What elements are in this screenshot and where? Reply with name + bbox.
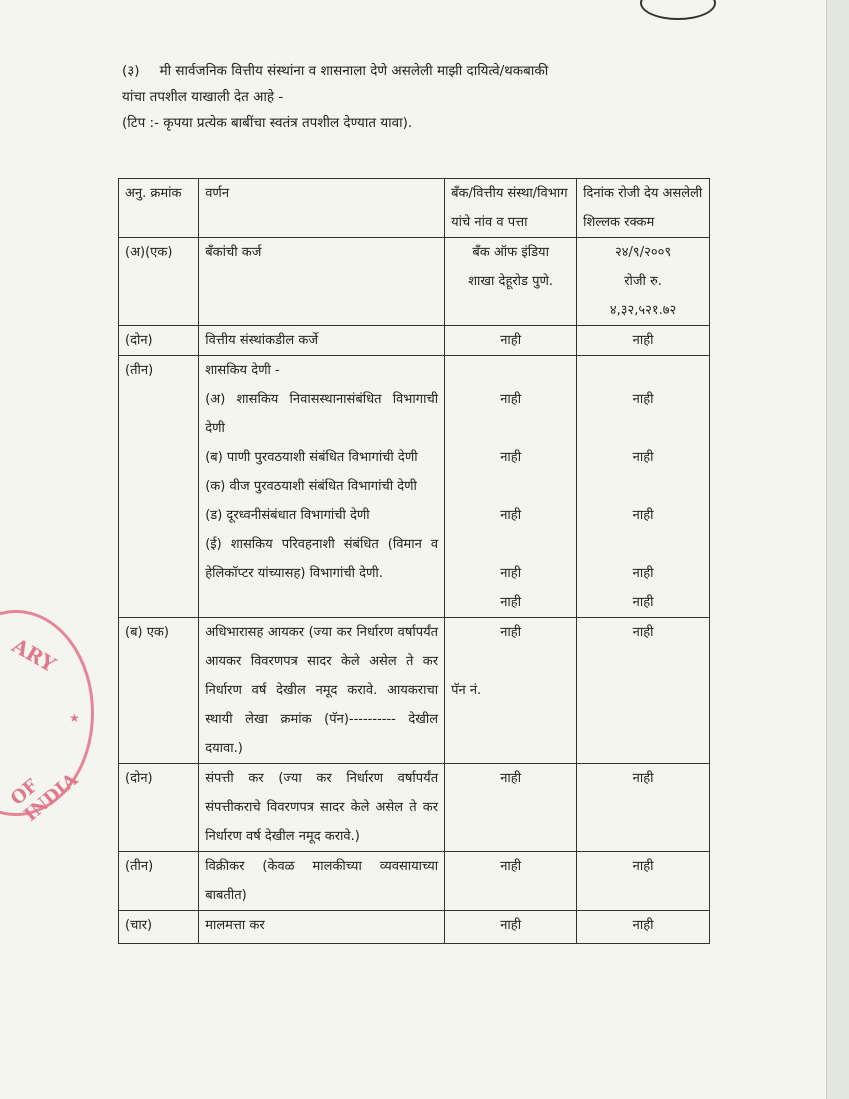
intro-note: (टिप :- कृपया प्रत्येक बाबींचा स्वतंत्र तपशील देण्यात यावा). (122, 115, 413, 131)
sub-item-a: (अ) शासकिय निवासस्थानासंबंधित विभागाची देणी (205, 392, 439, 436)
table-row (119, 911, 710, 944)
row-serial: (दोन) (119, 764, 199, 852)
row-description: विक्रीकर (केवळ मालकीच्या व्यवसायाच्या बाबतीत) (199, 852, 445, 911)
table-row (119, 356, 710, 618)
amount-label: रोजी रु. (624, 274, 662, 289)
row-bank: नाही (445, 326, 577, 356)
amount-value: ४,३२,५२१.७२ (609, 303, 677, 318)
intro-section (122, 58, 722, 136)
sub-item-b: (ब) पाणी पुरवठयाशी संबंधित विभागांची देणी (205, 450, 418, 465)
table-row (119, 618, 710, 764)
amount-date: २४/९/२००९ (615, 245, 672, 260)
notary-stamp (0, 610, 94, 826)
row-serial: (तीन) (119, 852, 199, 911)
row-amount: नाही (577, 764, 710, 852)
row-serial: (चार) (119, 911, 199, 944)
table-row (119, 852, 710, 911)
page-number-mark (640, 0, 716, 20)
intro-line-2: यांचा तपशील याखाली देत आहे - (122, 89, 284, 105)
header-serial: अनु. क्रमांक (119, 179, 199, 238)
header-bank: बँक/वित्तीय संस्था/विभाग यांचे नांव व पत्ता (445, 179, 577, 238)
row-description: संपत्ती कर (ज्या कर निर्धारण वर्षापर्यंत संपत्तीकराचे विवरणपत्र सादर केले असेल ते कर निर्धारण वर्ष देखील नमूद करावे.) (199, 764, 445, 852)
row-serial: (तीन) (119, 356, 199, 618)
row-amount (577, 356, 710, 618)
value-e: नाही (500, 595, 522, 610)
row-description: मालमत्ता कर (199, 911, 445, 944)
row-bank (445, 356, 577, 618)
row-description: बँकांची कर्ज (199, 238, 445, 326)
amount-k: नाही (632, 508, 654, 523)
intro-line-1 (122, 58, 722, 84)
sub-item-k: (क) वीज पुरवठयाशी संबंधित विभागांची देणी (205, 479, 417, 494)
row-description (199, 356, 445, 618)
value-b: नाही (500, 450, 522, 465)
stamp-text-top: ARY (8, 633, 60, 677)
row-serial: (दोन) (119, 326, 199, 356)
sub-item-e: (ई) शासकिय परिवहनाशी संबंधित (विमान व हेलिकॉप्टर यांच्यासह) विभागांची देणी. (205, 537, 439, 581)
row-amount (577, 238, 710, 326)
liabilities-table (118, 178, 710, 944)
row-amount: नाही (577, 911, 710, 944)
table-header-row (119, 179, 710, 238)
amount-e: नाही (632, 595, 654, 610)
table-row (119, 326, 710, 356)
row-serial: (ब) एक) (119, 618, 199, 764)
intro-text-1: मी सार्वजनिक वित्तीय संस्थांना व शासनाला देणे असलेली माझी दायित्वे/थकबाकी (159, 63, 549, 79)
row-bank (445, 618, 577, 764)
bank-name: बँक ऑफ इंडिया (472, 245, 549, 260)
table-row (119, 238, 710, 326)
bank-branch: शाखा देहूरोड पुणे. (468, 274, 554, 289)
header-amount: दिनांक रोजी देय असलेली शिल्लक रक्कम (577, 179, 710, 238)
row-amount: नाही (577, 618, 710, 764)
page-edge (826, 0, 849, 1099)
header-description: वर्णन (199, 179, 445, 238)
pan-number: पॅन नं. (451, 683, 482, 698)
amount-a: नाही (632, 392, 654, 407)
table-row (119, 764, 710, 852)
row-bank: नाही (445, 911, 577, 944)
row-serial: (अ)(एक) (119, 238, 199, 326)
sub-item-d: (ड) दूरध्वनीसंबंधात विभागांची देणी (205, 508, 370, 523)
value-d: नाही (500, 566, 522, 581)
row-bank: नाही (445, 852, 577, 911)
row-description: वित्तीय संस्थांकडील कर्जे (199, 326, 445, 356)
bank-value: नाही (500, 625, 522, 640)
amount-b: नाही (632, 450, 654, 465)
row-amount: नाही (577, 326, 710, 356)
value-a: नाही (500, 392, 522, 407)
amount-d: नाही (632, 566, 654, 581)
sub-heading: शासकिय देणी - (205, 363, 280, 378)
row-amount: नाही (577, 852, 710, 911)
stamp-text-bottom: OF INDIA (6, 769, 83, 826)
row-bank: नाही (445, 764, 577, 852)
value-k: नाही (500, 508, 522, 523)
row-description: अधिभारासह आयकर (ज्या कर निर्धारण वर्षापर्यंत आयकर विवरणपत्र सादर केले असेल ते कर निर्धारण वर्ष देखील नमूद करावे. आयकराचा स्थायी लेखा क्रमांक (पॅन)---------- देखील दयावा.) (199, 618, 445, 764)
row-bank (445, 238, 577, 326)
section-number: (३) (122, 63, 140, 79)
star-icon: ★ (69, 711, 80, 725)
